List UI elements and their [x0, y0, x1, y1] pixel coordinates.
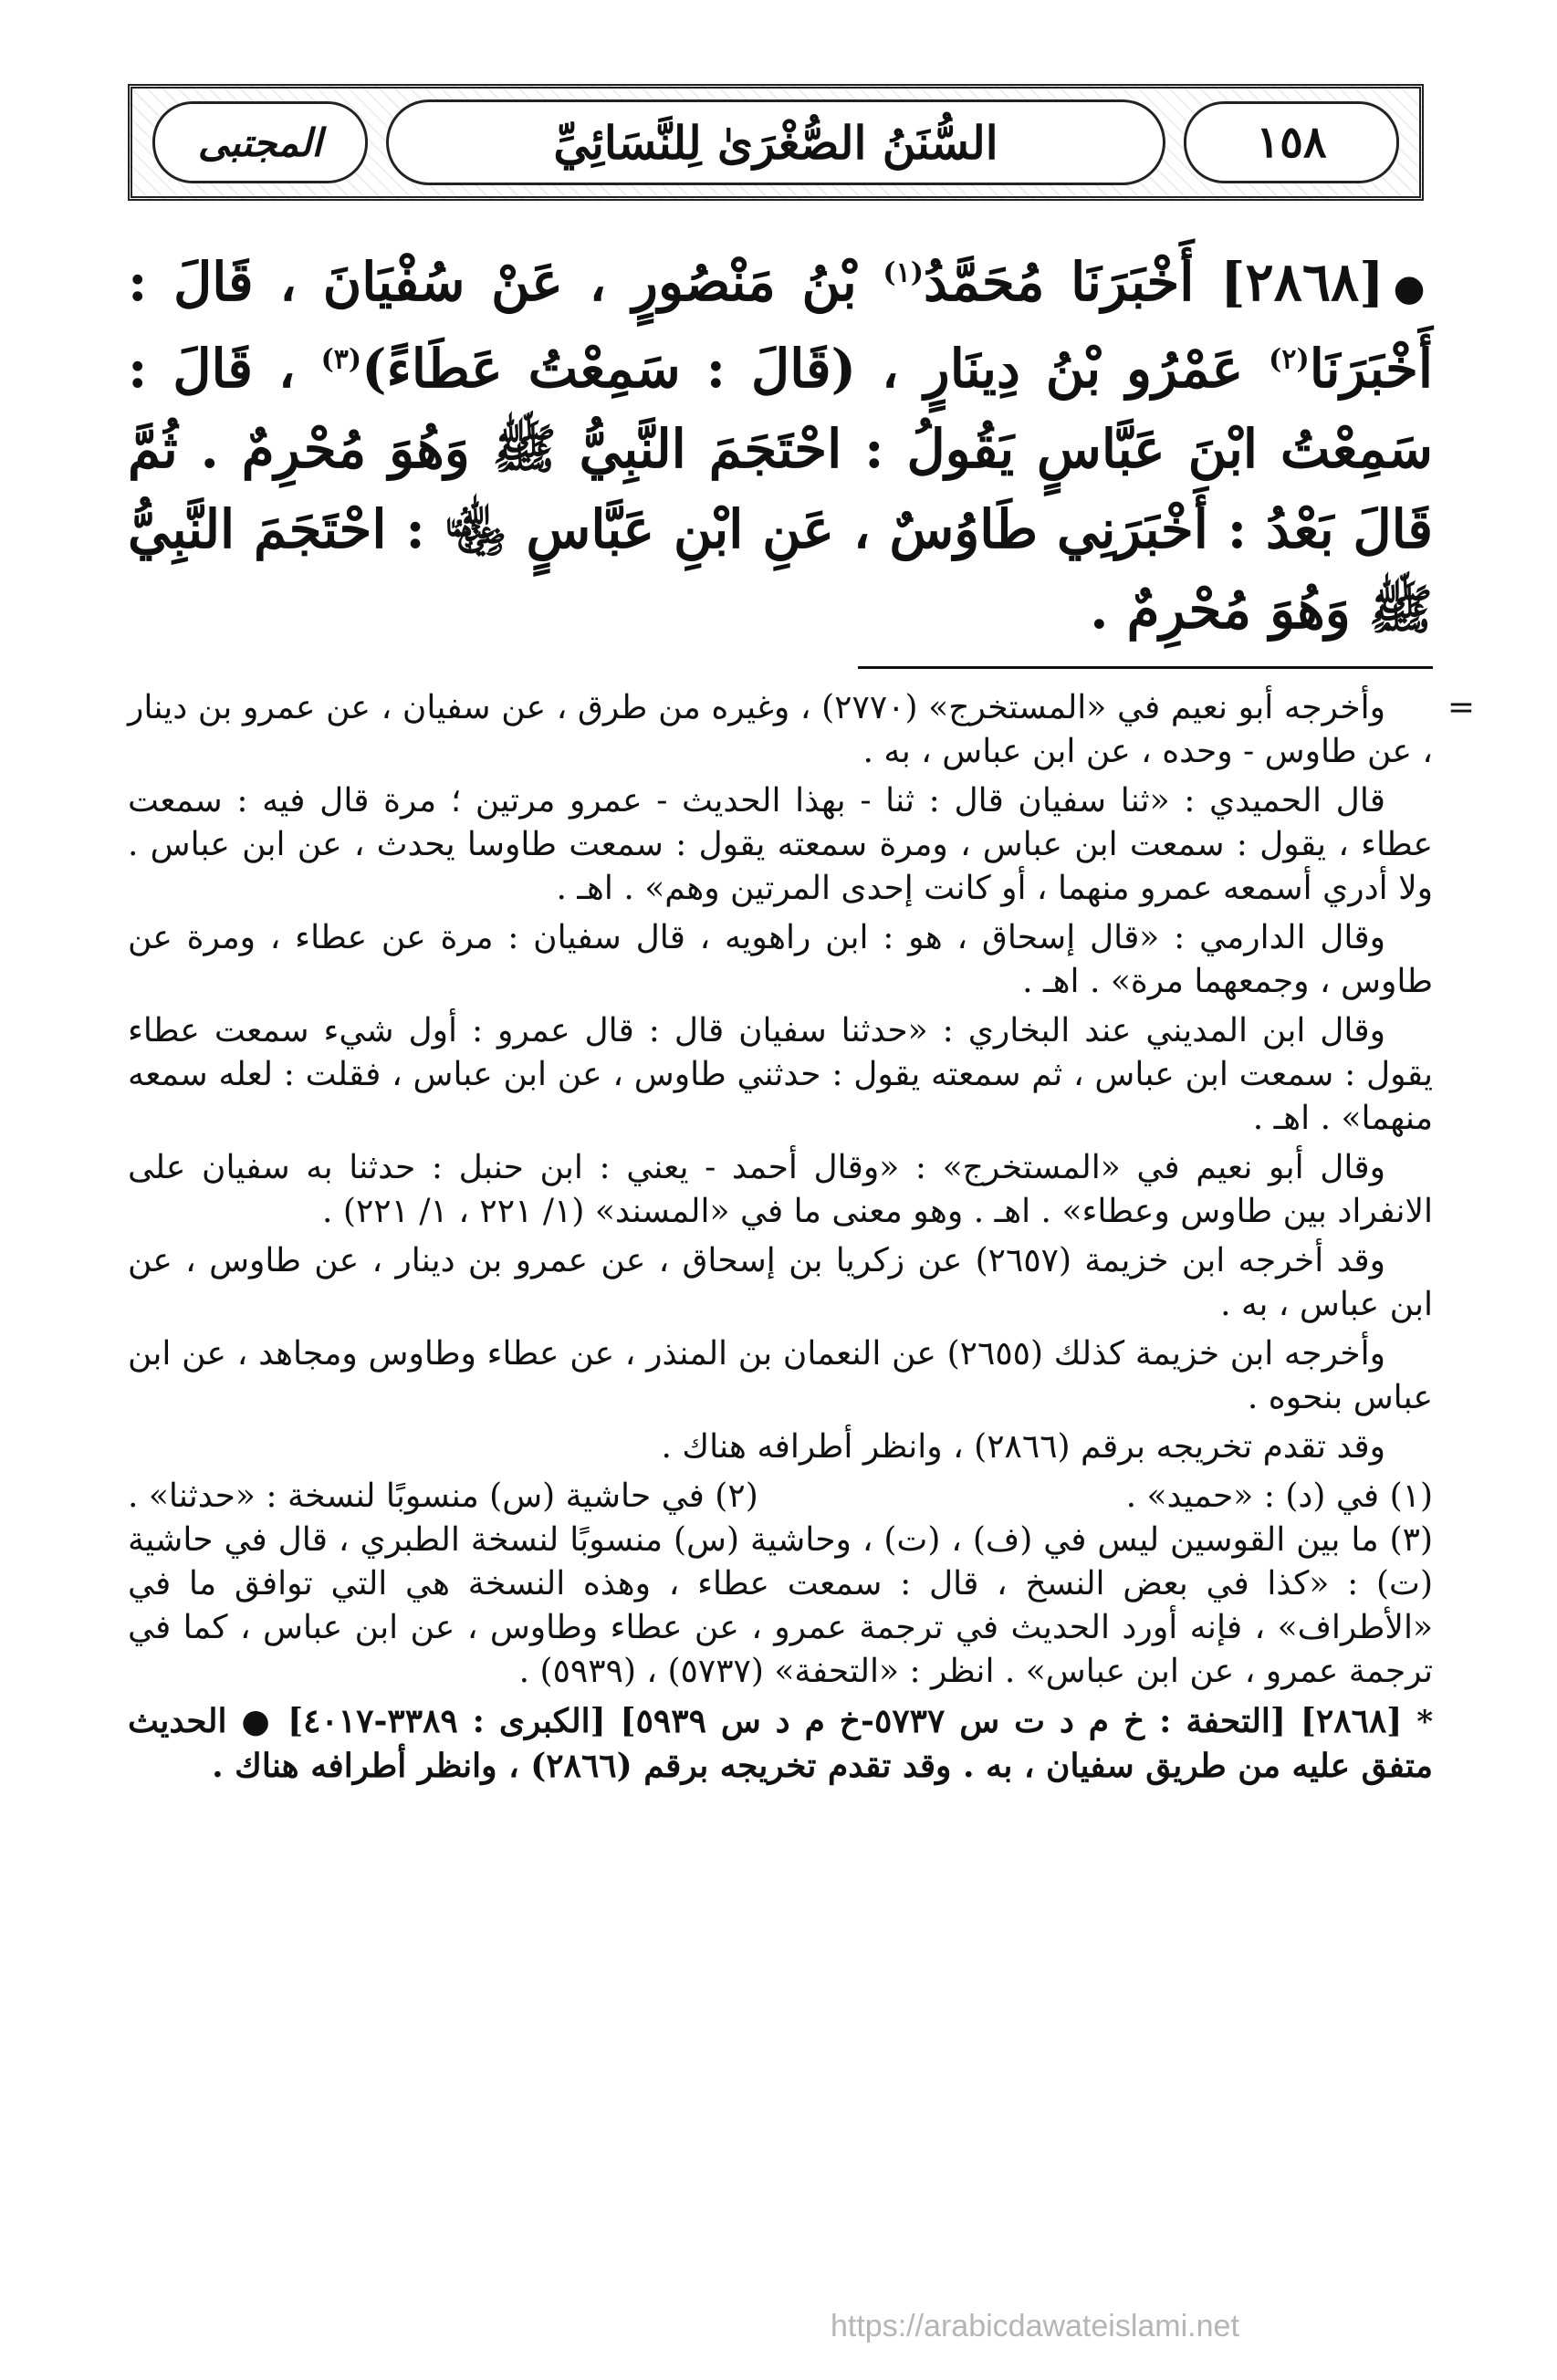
note-paragraph: وقال أبو نعيم في «المستخرج» : «وقال أحمد - يعني : ابن حنبل : حدثنا به سفيان على الانفراد بين طاوس وعطاء» . اهـ . وهو معنى ما في «المسند» (١/ ٢٢١ ، ١/ ٢٢١) . — [128, 1149, 1433, 1230]
note-paragraph: قال الحميدي : «ثنا سفيان قال : ثنا - بهذا الحديث - عمرو مرتين ؛ مرة قال فيه : سمعت عطاء ، يقول : سمعت ابن عباس ، ومرة سمعته يقول : سمعت طاوسا يحدث ، عن ابن عباس . ولا أدري أسمعه عمرو منهما ، أو كانت إحدى المرتين وهم» . اهـ . — [128, 782, 1433, 907]
bullet-icon: ● — [1393, 266, 1433, 309]
footnote-1: (١) في (د) : «حميد» . — [1125, 1477, 1433, 1515]
note-paragraph: وقد أخرجه ابن خزيمة (٢٦٥٧) عن زكريا بن إسحاق ، عن عمرو بن دينار ، عن طاوس ، عن ابن عباس ، به . — [128, 1242, 1433, 1323]
continuation-mark: = — [1447, 689, 1475, 726]
hadith-part-4: ، قَالَ : سَمِعْتُ ابْنَ عَبَّاسٍ يَقُولُ : احْتَجَمَ النَّبِيُّ ﷺ وَهُوَ مُحْرِمٌ . ثُمَّ قَالَ بَعْدُ : أَخْبَرَنِي طَاوُسٌ ، عَنِ ابْنِ عَبَّاسٍ ﵄ : احْتَجَمَ النَّبِيُّ ﷺ وَهُوَ مُحْرِمٌ . — [128, 338, 1433, 641]
watermark: https://arabicdawateislami.net — [831, 2309, 1239, 2343]
footnote-ref-1[interactable]: (١) — [883, 256, 924, 289]
tuhfa-reference — [128, 1699, 1433, 1788]
hadith-opening: [٢٨٦٨] أَخْبَرَنَا مُحَمَّدُ — [923, 251, 1385, 313]
note-paragraph: وأخرجه أبو نعيم في «المستخرج» (٢٧٧٠) ، وغيره من طرق ، عن سفيان ، عن عمرو بن دينار ، عن طاوس - وحده ، عن ابن عباس ، به . — [128, 689, 1433, 770]
note-paragraph: وأخرجه ابن خزيمة كذلك (٢٦٥٥) عن النعمان بن المنذر ، عن عطاء وطاوس ومجاهد ، عن ابن عباس بنحوه . — [128, 1335, 1433, 1416]
page-number-box — [1184, 101, 1399, 183]
tuhfa-text: [٢٨٦٨] [التحفة : خ م د ت س ٥٧٣٧-خ م د س ٥٩٣٩] [الكبرى : ٣٣٨٩-٤٠١٧] ● الحديث متفق عليه من طريق سفيان ، به . وقد تقدم تخريجه برقم (٢٨٦٦) ، وانظر أطرافه هناك . — [128, 1702, 1433, 1785]
book-badge-box — [152, 101, 368, 183]
running-title-box — [386, 99, 1165, 185]
footnote-3: (٣) ما بين القوسين ليس في (ف) ، (ت) ، وحاشية (س) منسوبًا لنسخة الطبري ، قال في حاشية (ت) : «كذا في بعض النسخ ، قال : سمعت عطاء ، وهذه النسخة هي التي توافق ما في «الأطراف» ، فإنه أورد الحديث في ترجمة عمرو ، عن عطاء وطاوس ، عن ابن عباس ، كما في ترجمة عمرو ، عن ابن عباس» . انظر : «التحفة» (٥٧٣٧) ، (٥٩٣٩) . — [128, 1521, 1433, 1690]
hadith-text — [128, 242, 1433, 650]
hadith-part-2: بْنُ مَنْصُورٍ ، عَنْ سُفْيَانَ ، قَالَ : أَخْبَرَنَا — [128, 251, 1433, 400]
footnote-2: (٢) في حاشية (س) منسوبًا لنسخة : «حدثنا» . — [128, 1477, 758, 1515]
page-number: ١٥٨ — [1256, 117, 1327, 168]
commentary — [128, 686, 1475, 1793]
star-icon: * — [1416, 1704, 1433, 1740]
page-header — [128, 84, 1424, 201]
footnote-ref-2[interactable]: (٢) — [1269, 343, 1310, 376]
footnotes-row — [128, 1475, 1433, 1519]
book-badge: المجتبى — [197, 120, 323, 165]
note-paragraph: وقد تقدم تخريجه برقم (٢٨٦٦) ، وانظر أطرافه هناك . — [661, 1428, 1385, 1466]
running-title: السُّنَنُ الصُّغْرَىٰ لِلنَّسَائِيِّ — [553, 115, 998, 170]
footnote-divider — [858, 666, 1433, 669]
hadith-part-3: عَمْرُو بْنُ دِينَارٍ ، (قَالَ : سَمِعْتُ عَطَاءً) — [361, 338, 1270, 400]
note-paragraph: وقال الدارمي : «قال إسحاق ، هو : ابن راهويه ، قال سفيان : مرة عن عطاء ، ومرة عن طاوس ، وجمعهما مرة» . اهـ . — [128, 919, 1433, 1000]
footnote-ref-3[interactable]: (٣) — [320, 343, 362, 376]
note-paragraph: وقال ابن المديني عند البخاري : «حدثنا سفيان قال : قال عمرو : أول شيء سمعت عطاء يقول : سمعت ابن عباس ، ثم سمعته يقول : حدثني طاوس ، عن ابن عباس ، فقلت : لعله سمعه منهما» . اهـ . — [128, 1012, 1433, 1137]
